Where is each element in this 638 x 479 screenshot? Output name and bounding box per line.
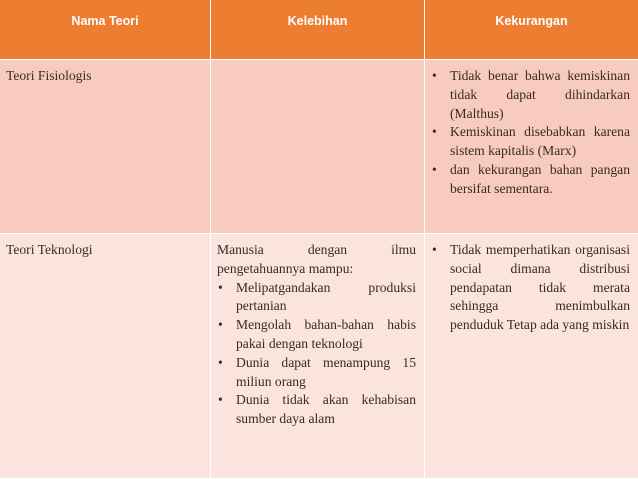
bullet-icon: • [218, 317, 223, 333]
header-kelebihan: Kelebihan [211, 0, 425, 60]
row-teknologi-kekurangan [425, 234, 638, 479]
list-item: • Dunia dapat menampung 15 miliun orang [218, 354, 416, 389]
bullet-icon: • [218, 354, 223, 370]
kelebihan-intro: Manusia dengan ilmu pengetahuannya mampu: [217, 242, 416, 276]
row-fisiologis-kelebihan [211, 60, 425, 234]
list-item: • Mengolah bahan-bahan habis pakai dengan teknologi [218, 317, 416, 351]
kekurangan-list [431, 67, 630, 199]
header-nama-teori: Nama Teori [0, 0, 211, 60]
list-item: • Tidak benar bahwa kemiskinan tidak dapat dihindarkan (Malthus) [432, 68, 630, 121]
bullet-icon: • [432, 68, 437, 83]
list-item: • dan kekurangan bahan pangan bersifat sementara. [432, 161, 630, 196]
list-item: • Kemiskinan disebabkan karena sistem kapitalis (Marx) [432, 124, 630, 159]
bullet-icon: • [432, 161, 437, 177]
kelebihan-list [217, 279, 416, 429]
row-teknologi-name: Teori Teknologi [0, 234, 211, 479]
row-teknologi-kelebihan [211, 234, 425, 479]
bullet-icon: • [218, 392, 223, 408]
bullet-icon: • [432, 124, 437, 140]
row-fisiologis-name: Teori Fisiologis [0, 60, 211, 234]
list-item: • Dunia tidak akan kehabisan sumber daya alam [218, 392, 416, 427]
header-kekurangan: Kekurangan [425, 0, 638, 60]
bullet-icon: • [218, 279, 223, 295]
bullet-icon: • [432, 242, 437, 257]
kekurangan-list [431, 241, 630, 335]
list-item: • Tidak memperhatikan organisasi social dimana distribusi pendapatan tidak merata sehingga menimbulkan penduduk Tetap ada yang miskin [432, 242, 630, 333]
row-fisiologis-kekurangan [425, 60, 638, 234]
list-item: • Melipatgandakan produksi pertanian [218, 279, 416, 314]
